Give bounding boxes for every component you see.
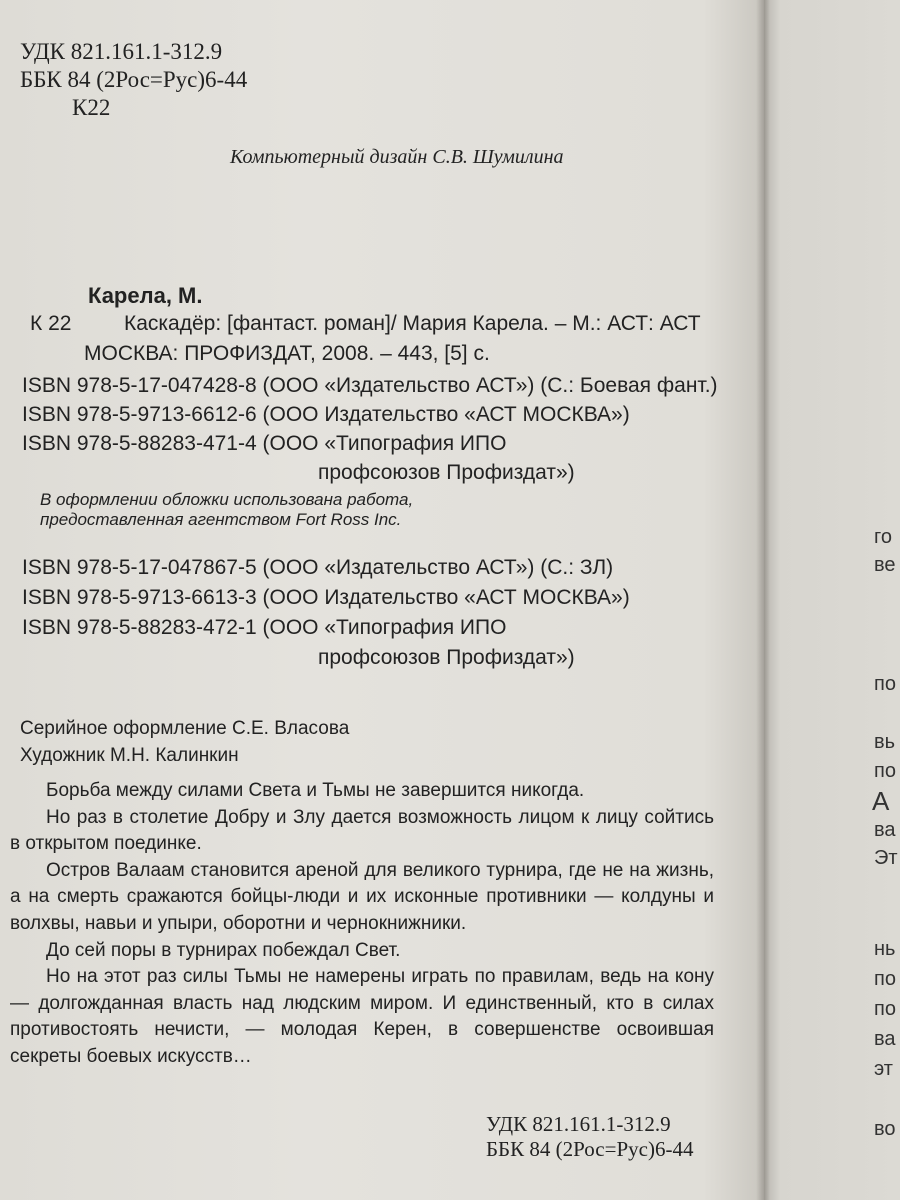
annotation-paragraph: До сей поры в турнирах побеждал Свет. xyxy=(46,939,401,961)
facing-page-fragment: по xyxy=(874,760,896,782)
classification-codes-top xyxy=(20,38,247,122)
bbk-code: ББК 84 (2Рос=Рус)6-44 xyxy=(20,67,248,92)
annotation-paragraph: Но раз в столетие Добру и Злу дается возможность лицом к лицу сойтись в открытом поединке. xyxy=(10,806,714,855)
illustrator-credit: Художник М.Н. Калинкин xyxy=(20,745,239,766)
bibliographic-line-1: Каскадёр: [фантаст. роман]/ Мария Карела. – М.: АСТ: АСТ xyxy=(124,312,701,335)
facing-page-fragment: А xyxy=(872,786,890,816)
facing-page-fragment: Эт xyxy=(874,847,898,869)
author-heading: Карела, М. xyxy=(88,283,203,308)
design-credit: Компьютерный дизайн С.В. Шумилина xyxy=(230,146,564,168)
author-index: К 22 xyxy=(30,312,72,335)
bibliographic-line-2: МОСКВА: ПРОФИЗДАТ, 2008. – 443, [5] с. xyxy=(84,342,490,365)
isbn-line: ISBN 978-5-17-047428-8 (ООО «Издательство АСТ») (С.: Боевая фант.) xyxy=(22,374,718,397)
annotation-paragraph: Остров Валаам становится ареной для великого турнира, где не на жизнь, а на смерть сражаются бойцы-люди и их исконные противники — колдуны и волхвы, навьи и упыри, оборотни и чернокнижники. xyxy=(10,859,714,934)
cover-note-line: В оформлении обложки использована работа, xyxy=(40,490,414,509)
annotation-paragraph: Но на этот раз силы Тьмы не намерены играть по правилам, ведь на кону — долгожданная власть над людским миром. И единственный, кто в силах противостоять нечисти, — молодая Керен, в совершенстве освоившая секреты боевых искусств… xyxy=(10,966,714,1067)
facing-page-fragment: ва xyxy=(874,1028,896,1050)
udk-code: УДК 821.161.1-312.9 xyxy=(486,1112,671,1136)
isbn-line-continuation: профсоюзов Профиздат») xyxy=(318,646,575,669)
isbn-line: ISBN 978-5-9713-6612-6 (ООО Издательство «АСТ МОСКВА») xyxy=(22,403,630,426)
book-annotation xyxy=(10,778,714,1071)
facing-page-fragment: по xyxy=(874,998,896,1020)
facing-page-fragment: нь xyxy=(874,938,896,960)
facing-page-fragment: во xyxy=(874,1118,896,1140)
book-gutter xyxy=(756,0,770,1200)
author-mark: К22 xyxy=(72,95,111,120)
facing-page-fragment: вь xyxy=(874,731,896,753)
isbn-line: ISBN 978-5-17-047867-5 (ООО «Издательство АСТ») (С.: ЗЛ) xyxy=(22,556,614,579)
annotation-paragraph: Борьба между силами Света и Тьмы не завершится никогда. xyxy=(46,780,585,801)
facing-page-fragment: по xyxy=(874,673,896,695)
facing-page-fragment: эт xyxy=(874,1058,893,1080)
isbn-line-continuation: профсоюзов Профиздат») xyxy=(318,461,575,484)
bbk-code: ББК 84 (2Рос=Рус)6-44 xyxy=(486,1137,694,1161)
isbn-line: ISBN 978-5-9713-6613-3 (ООО Издательство «АСТ МОСКВА») xyxy=(22,586,630,609)
udk-code: УДК 821.161.1-312.9 xyxy=(20,39,223,64)
facing-page-fragment: ва xyxy=(874,819,896,841)
isbn-line: ISBN 978-5-88283-472-1 (ООО «Типография ИПО xyxy=(22,616,507,639)
classification-codes-bottom xyxy=(486,1112,693,1162)
facing-page-fragment: ве xyxy=(874,554,896,576)
cover-note-line: предоставленная агентством Fort Ross Inc. xyxy=(40,510,402,529)
isbn-line: ISBN 978-5-88283-471-4 (ООО «Типография ИПО xyxy=(22,432,507,455)
series-design-credit: Серийное оформление С.Е. Власова xyxy=(20,718,350,739)
facing-page-fragment: го xyxy=(874,526,892,548)
facing-page-fragment: по xyxy=(874,968,896,990)
